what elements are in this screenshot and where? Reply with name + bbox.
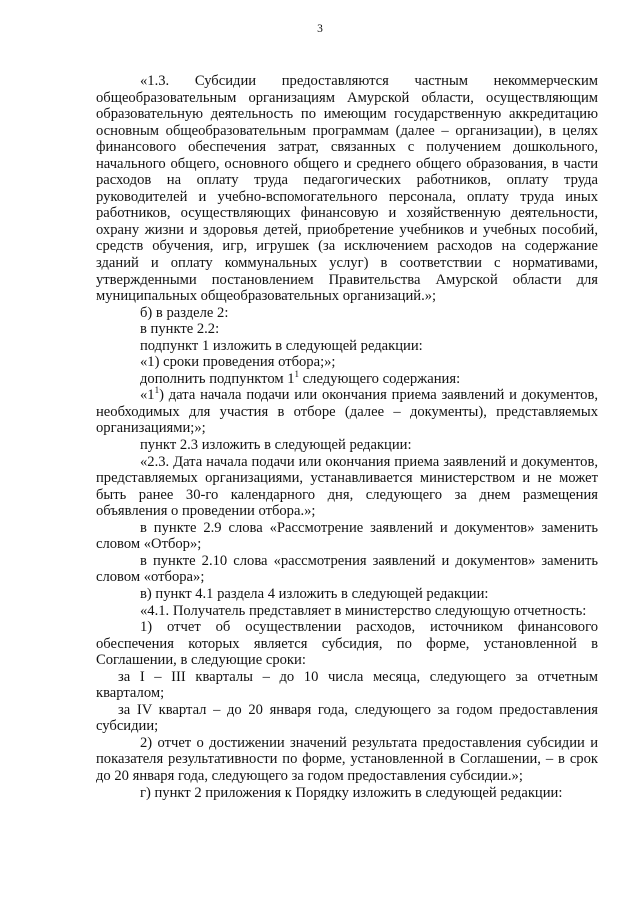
text-fragment: ) дата начала подачи или окончания приема заявлений и документов, (159, 387, 598, 404)
text-line: субсидии; (96, 718, 159, 735)
text-line: финансового обеспечения затрат, связанных с получением дошкольного, (96, 139, 598, 156)
superscript: 1 (294, 368, 300, 379)
text-line: в) пункт 4.1 раздела 4 изложить в следующей редакции: (140, 585, 489, 602)
text-line: представляемых организациями, устанавливается министерством и не может (96, 470, 598, 487)
text-line: «1) сроки проведения отбора;»; (140, 354, 336, 371)
text-line: муниципальных общеобразовательных организаций.»; (96, 288, 437, 305)
text-line: начального общего, основного общего и среднего общего образования, в части (96, 155, 598, 172)
text-line: руководителей и учебно-вспомогательного персонала, оплату труда иных (96, 188, 598, 205)
text-fragment: «1 (140, 387, 155, 404)
text-line: Соглашении, в следующие сроки: (96, 652, 306, 669)
text-line: б) в разделе 2: (140, 304, 229, 321)
text-line: 1) отчет об осуществлении расходов, источником финансового (140, 619, 598, 636)
text-line: показателя результативности по форме, установленной в Соглашении, – в срок (96, 751, 598, 768)
text-line: кварталом; (96, 685, 165, 702)
text-line: подпункт 1 изложить в следующей редакции: (140, 337, 423, 354)
text-line: в пункте 2.10 слова «рассмотрения заявлений и документов» заменить (140, 552, 598, 569)
text-line: словом «Отбор»; (96, 536, 202, 553)
text-line: общеобразовательным организациям Амурской области, осуществляющим (96, 89, 598, 106)
text-line: «1.3. Субсидии предоставляются частным некоммерческим (140, 73, 598, 89)
text-line: словом «отбора»; (96, 569, 205, 586)
text-line: пункт 2.3 изложить в следующей редакции: (140, 437, 412, 454)
text-line: работников, осуществляющих финансовую и хозяйственную деятельности, (96, 205, 598, 222)
text-line: расходов на оплату труда педагогических работников, оплату труда (96, 172, 598, 189)
text-line: основным общеобразовательным программам (далее – организации), в целях (96, 122, 598, 139)
text-line: объявления о проведении отбора.»; (96, 503, 316, 520)
page-number: 3 (317, 23, 323, 35)
text-fragment: следующего содержания: (299, 370, 461, 387)
text-line: в пункте 2.9 слова «Рассмотрение заявлений и документов» заменить (140, 519, 598, 536)
text-line (96, 368, 598, 388)
text-line: обеспечения которых является субсидия, по форме, установленной в (96, 635, 598, 652)
text-line: г) пункт 2 приложения к Порядку изложить в следующей редакции: (140, 784, 563, 801)
text-line: быть ранее 30-го календарного дня, следующего за днем размещения (96, 486, 598, 503)
text-line: «2.3. Дата начала подачи или окончания приема заявлений и документов, (140, 453, 598, 470)
text-line (96, 387, 598, 404)
text-line: 2) отчет о достижении значений результата предоставления субсидии и (140, 734, 598, 751)
text-line: «4.1. Получатель представляет в министерство следующую отчетность: (140, 602, 587, 619)
text-line: в пункте 2.2: (140, 321, 220, 338)
text-line: организациями;»; (96, 420, 206, 437)
text-line: охрану жизни и здоровья детей, приобретение учебников и учебных пособий, (96, 221, 598, 238)
text-line: необходимых для участия в отборе (далее – документы), представляемых (96, 403, 598, 420)
text-fragment: дополнить подпунктом 1 (140, 370, 295, 387)
text-line: утвержденными постановлением Правительства Амурской области для (96, 271, 598, 288)
text-line: до 20 января года, следующего за годом предоставления субсидии.»; (96, 767, 523, 784)
text-line: за I – III кварталы – до 10 числа месяца, следующего за отчетным (118, 668, 598, 685)
text-line: зданий и оплату коммунальных услуг) в соответствии с нормативами, (96, 255, 598, 272)
superscript: 1 (154, 385, 160, 396)
text-line: образовательную деятельность по имеющим государственную аккредитацию (96, 106, 598, 123)
text-line: средств обучения, игр, игрушек (за исключением расходов на содержание (96, 238, 598, 255)
document-body (96, 73, 598, 801)
text-line: за IV квартал – до 20 января года, следующего за годом предоставления (118, 701, 598, 718)
